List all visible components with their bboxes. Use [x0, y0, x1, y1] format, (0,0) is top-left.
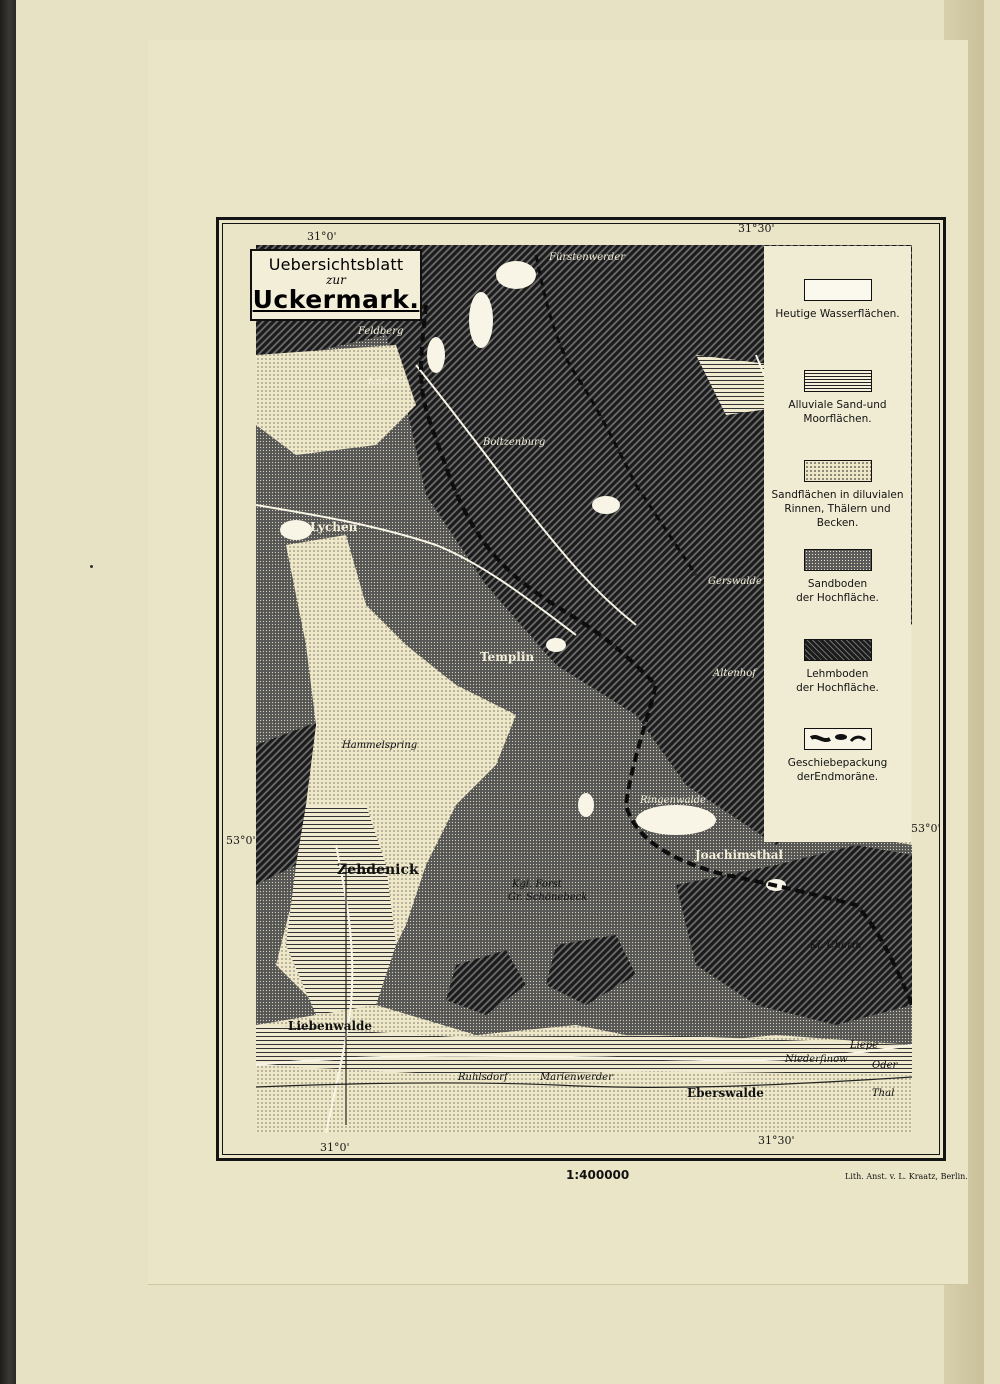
place-oder: Oder: [872, 1060, 898, 1071]
title-line-1: Uebersichtsblatt: [268, 255, 404, 274]
title-line-2: zur: [326, 273, 346, 287]
place-kgl-forst: Kgl. Forst: [512, 879, 562, 890]
place-ringenwalde: Ringenwalde: [640, 795, 706, 806]
swatch-sandboden: [804, 549, 872, 571]
legend-item-moraine: [764, 728, 911, 784]
place-joachimsthal: Joachimsthal: [695, 848, 784, 862]
legend-label-water: Heutige Wasserflächen.: [775, 308, 900, 320]
coord-top-left: 31°0': [307, 230, 337, 243]
place-fuerstenwerder: Fürstenwerder: [549, 252, 626, 263]
legend-label-sandboden: Sandboden der Hochfläche.: [796, 578, 879, 604]
place-thal: Thal: [872, 1088, 895, 1099]
legend-item-lehm: [764, 639, 911, 695]
legend-item-sand: [764, 460, 911, 530]
map-legend: [764, 246, 911, 842]
title-line-3: Uckermark.: [252, 285, 420, 314]
coord-top-right: 31°30': [738, 222, 775, 235]
map-title-box: [250, 249, 422, 321]
swatch-sand: [804, 460, 872, 482]
coord-right-lat: 53°0': [911, 822, 941, 835]
legend-item-sandboden: [764, 549, 911, 605]
legend-item-water: [764, 279, 911, 321]
legend-label-lehm: Lehmboden der Hochfläche.: [796, 668, 879, 694]
place-boitzenburg: Boitzenburg: [483, 437, 546, 448]
moraine-icon: [805, 729, 871, 748]
place-altenhof: Altenhof: [713, 668, 756, 679]
place-liepe: Liepe: [850, 1040, 879, 1051]
legend-label-alluvial: Alluviale Sand-und Moorflächen.: [788, 399, 887, 425]
place-eberswalde: Eberswalde: [687, 1086, 764, 1100]
page-speck: [90, 565, 93, 568]
coord-bottom-right: 31°30': [758, 1134, 795, 1147]
printer-credit: Lith. Anst. v. L. Kraatz, Berlin.: [845, 1172, 968, 1181]
coord-left-lat: 53°0': [226, 834, 256, 847]
legend-label-moraine: Geschiebepackung derEndmoräne.: [787, 757, 888, 783]
book-binding: [0, 0, 16, 1384]
swatch-alluvial: [804, 370, 872, 392]
place-liebenwalde: Liebenwalde: [288, 1019, 373, 1033]
place-schoenebeck: Gr. Schönebeck: [508, 892, 588, 903]
place-marienwerder: Marienwerder: [540, 1072, 613, 1083]
swatch-water: [804, 279, 872, 301]
swatch-lehm: [804, 639, 872, 661]
legend-label-sand: Sandflächen in diluvialen Rinnen, Thälern und Becken.: [771, 489, 904, 529]
place-chorin: Kl. Chorin: [810, 940, 862, 951]
place-niederfinow: Niederfinow: [785, 1054, 848, 1065]
place-feldberg: Feldberg: [358, 326, 404, 337]
place-gerswalde: Gerswalde: [708, 576, 762, 587]
place-lychen: Lychen: [310, 520, 358, 534]
place-karwitz: Karwitz: [368, 376, 408, 387]
map-scale: 1:400000: [566, 1168, 630, 1182]
swatch-moraine: [804, 728, 872, 750]
place-ruhlsdorf: Ruhlsdorf: [458, 1072, 508, 1083]
coord-bottom-left: 31°0': [320, 1141, 350, 1154]
place-zehdenick: Zehdenick: [337, 862, 419, 878]
place-templin: Templin: [480, 650, 535, 664]
legend-item-alluvial: [764, 370, 911, 426]
place-hammelspring: Hammelspring: [342, 740, 418, 751]
